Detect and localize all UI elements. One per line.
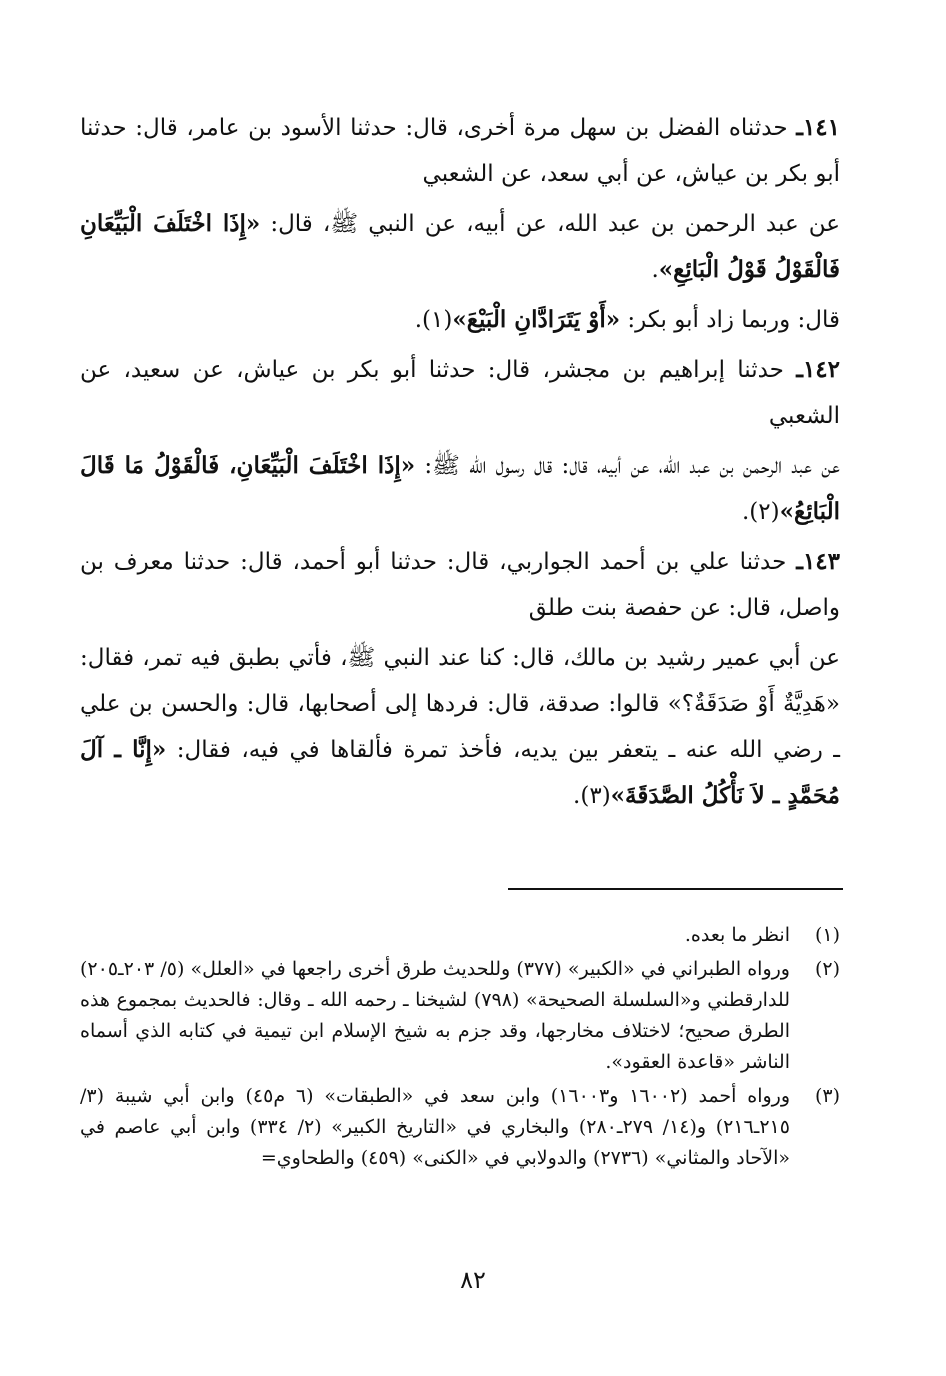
- paragraph-142-isnad: [80, 347, 840, 439]
- hadith-text: «إِذَا اخْتَلَفَ الْبَيِّعَانِ، فَالْقَوْلُ مَا قَالَ الْبَائِعُ»: [80, 452, 840, 525]
- paragraph-text: قال: وربما زاد أبو بكر:: [620, 307, 840, 333]
- paragraph-143-matn: [80, 635, 840, 819]
- footnote-2: [80, 954, 840, 1078]
- page-number: ٨٢: [460, 1266, 486, 1294]
- main-text: [80, 105, 840, 823]
- paragraph-text: حدثنا علي بن أحمد الجواربي، قال: حدثنا أبو أحمد، قال: حدثنا معرف بن واصل، قال: عن حفصة بنت طلق: [80, 549, 840, 621]
- paragraph-text: عن عبد الرحمن بن عبد الله، عن أبيه، عن النبي ﷺ، قال:: [260, 211, 840, 237]
- paragraph-141-isnad: [80, 105, 840, 197]
- paragraph-tail: (١).: [414, 307, 453, 333]
- hadith-text: «إِذَا اخْتَلَفَ الْبَيِّعَانِ فَالْقَوْلُ قَوْلُ الْبَائِعِ»: [80, 210, 840, 283]
- paragraph-text: عن عبد الرحمن بن عبد الله، عن أبيه، قال: قال رسول الله ﷺ:: [415, 453, 840, 479]
- footnote-text: ورواه أحمد (١٦٠٠٢ و١٦٠٠٣) وابن سعد في «الطبقات» (٦ م٤٥) وابن أبي شيبة (٣/ ٢١٥ـ٢١٦) و(١٤/ ٢٧٩ـ٢٨٠) والبخاري في «التاريخ الكبير» (٢/ ٣٣٤) وابن أبي عاصم في «الآحاد والمثاني» (٢٧٣٦) والدولابي في «الكنى» (٤٥٩) والطحاوي=: [80, 1085, 791, 1169]
- hadith-text: «أَوْ يَتَرَادَّانِ الْبَيْعَ»: [452, 306, 621, 333]
- footnote-3: [80, 1081, 840, 1174]
- footnote-text: ورواه الطبراني في «الكبير» (٣٧٧) وللحديث طرق أخرى راجعها في «العلل» (٥/ ٢٠٣ـ٢٠٥) للدارقطني و«السلسلة الصحيحة» (٧٩٨) لشيخنا ـ رحمه الله ـ وقال: فالحديث بمجموع هذه الطرق صحيح؛ لاختلاف مخارجها، وقد جزم به شيخ الإسلام ابن تيمية في كتابه الذي أسماه الناشر «قاعدة العقود».: [80, 958, 791, 1073]
- paragraph-141-matn: [80, 201, 840, 293]
- footnote-number: (٣): [814, 1085, 840, 1107]
- hadith-number: ١٤١ـ: [796, 114, 840, 141]
- footnote-1: [80, 920, 840, 951]
- paragraph-text: حدثنا إبراهيم بن مجشر، قال: حدثنا أبو بكر بن عياش، عن سعيد، عن الشعبي: [80, 357, 840, 429]
- footnote-text: انظر ما بعده.: [684, 924, 790, 946]
- hadith-number: ١٤٣ـ: [796, 548, 840, 575]
- hadith-text: «إِنَّا ـ آلَ مُحَمَّدٍ ـ لاَ نَأْكُلُ الصَّدَقَةَ»: [80, 736, 840, 809]
- hadith-number: ١٤٢ـ: [796, 356, 840, 383]
- paragraph-tail: .: [651, 257, 659, 283]
- paragraph-141-addition: [80, 297, 840, 343]
- paragraph-text: عن أبي عمير رشيد بن مالك، قال: كنا عند النبي ﷺ، فأتي بطبق فيه تمر، فقال: «هَدِيَّةٌ أَوْ صَدَقَةٌ؟» قالوا: صدقة، قال: فردها إلى أصحابها، قال: والحسن بن علي ـ رضي الله عنه ـ يتعفر بين يديه، فأخذ تمرة فألقاها في فيه، فقال:: [80, 645, 840, 763]
- footnote-number: (١): [814, 924, 840, 946]
- footnotes: [80, 920, 840, 1177]
- paragraph-text: حدثناه الفضل بن سهل مرة أخرى، قال: حدثنا الأسود بن عامر، قال: حدثنا أبو بكر بن عياش، عن أبي سعد، عن الشعبي: [80, 115, 840, 187]
- paragraph-tail: (٣).: [573, 783, 611, 809]
- footnote-divider: [508, 888, 843, 890]
- paragraph-tail: (٢).: [741, 499, 780, 525]
- paragraph-143-isnad: [80, 539, 840, 631]
- footnote-number: (٢): [814, 958, 840, 980]
- paragraph-142-matn: [80, 443, 840, 535]
